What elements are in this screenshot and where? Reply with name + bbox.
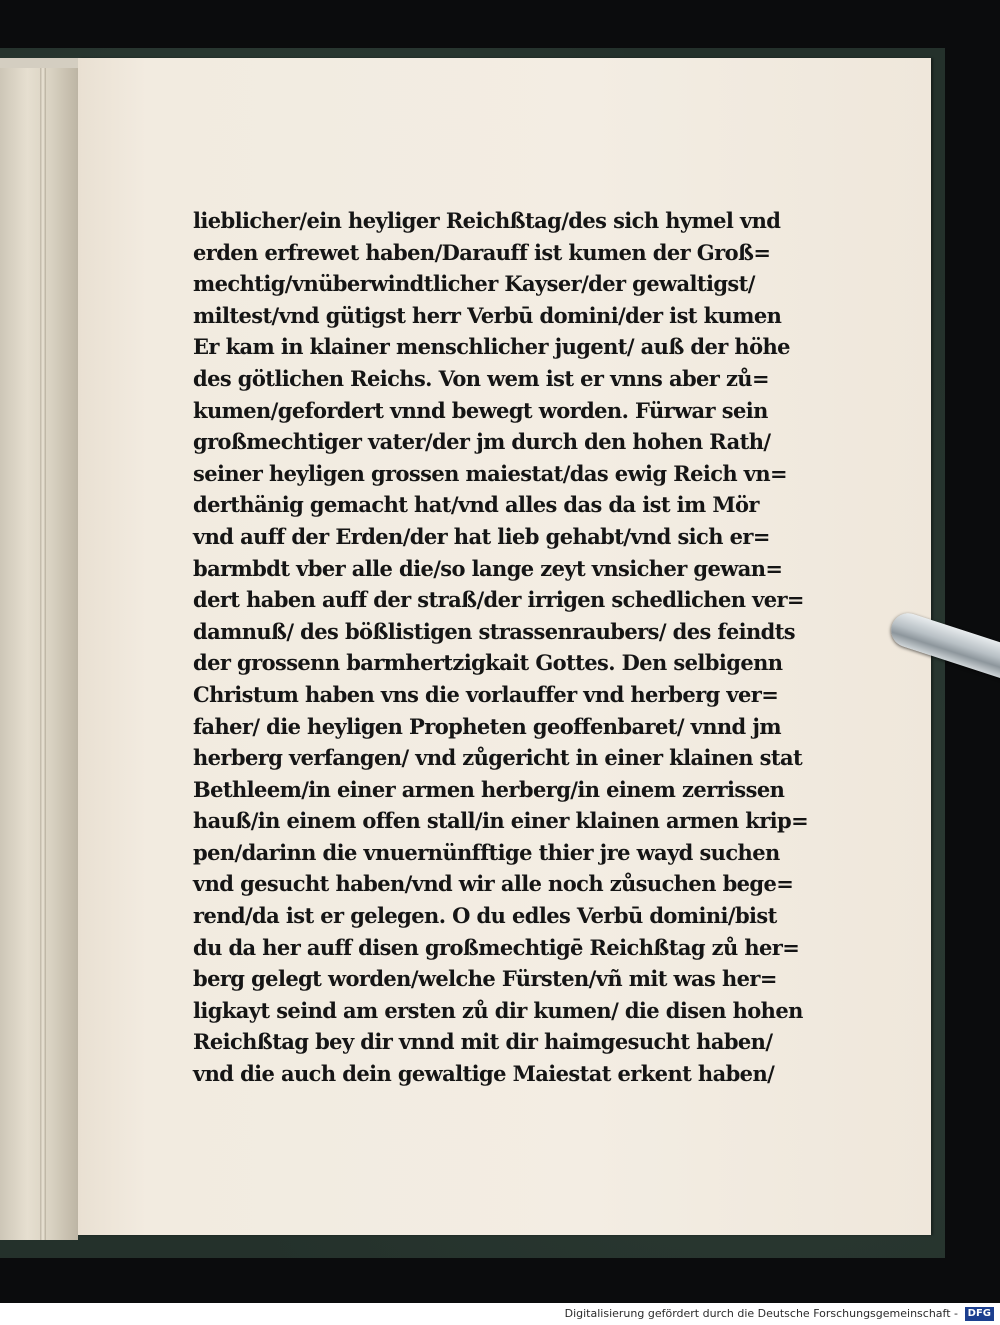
footer-bar: [0, 1303, 1000, 1325]
text-line: faher/ die heyligen Propheten geoffenbaret/ vnnd jm: [193, 713, 781, 739]
dfg-logo[interactable]: DFG: [965, 1307, 994, 1321]
text-line: barmbdt vber alle die/so lange zeyt vnsicher gewan=: [193, 555, 783, 581]
text-line: berg gelegt worden/welche Fürsten/vñ mit was her=: [193, 966, 777, 992]
text-line: mechtig/vnüberwindtlicher Kayser/der gewaltigst/: [193, 271, 755, 297]
text-line: vnd auff der Erden/der hat lieb gehabt/vnd sich er=: [193, 523, 770, 549]
endpaper-top-edge: [0, 58, 82, 68]
text-line: erden erfrewet haben/Darauff ist kumen der Groß=: [193, 239, 771, 265]
text-line: kumen/gefordert vnnd bewegt worden. Fürwar sein: [193, 397, 768, 423]
text-line: Reichßtag bey dir vnnd mit dir haimgesucht haben/: [193, 1029, 773, 1055]
book-page: [78, 58, 931, 1235]
text-line: miltest/vnd gütigst herr Verbū domini/der ist kumen: [193, 302, 782, 328]
text-line: vnd gesucht haben/vnd wir alle noch zůsuchen bege=: [193, 871, 794, 897]
text-line: vnd die auch dein gewaltige Maiestat erkent haben/: [193, 1061, 775, 1087]
text-line: des götlichen Reichs. Von wem ist er vnns aber zů=: [193, 365, 769, 391]
text-line: seiner heyligen grossen maiestat/das ewig Reich vn=: [193, 460, 788, 486]
text-line: Er kam in klainer menschlicher jugent/ auß der höhe: [193, 334, 790, 360]
binding-fold: [40, 60, 46, 1240]
text-line: der grossenn barmhertzigkait Gottes. Den selbigenn: [193, 650, 783, 676]
text-line: du da her auff disen großmechtigē Reichßtag zů her=: [193, 934, 800, 960]
endpaper: [0, 60, 78, 1240]
text-line: Christum haben vns die vorlauffer vnd herberg ver=: [193, 681, 779, 707]
page-text: [193, 205, 833, 1090]
text-line: hauß/in einem offen stall/in einer klainen armen krip=: [193, 808, 809, 834]
text-line: rend/da ist er gelegen. O du edles Verbū domini/bist: [193, 903, 777, 929]
text-line: großmechtiger vater/der jm durch den hohen Rath/: [193, 429, 771, 455]
text-line: pen/darinn die vnuernünfftige thier jre wayd suchen: [193, 839, 780, 865]
text-line: ligkayt seind am ersten zů dir kumen/ die disen hohen: [193, 997, 803, 1023]
text-line: damnuß/ des bößlistigen strassenraubers/ des feindts: [193, 618, 796, 644]
text-line: lieblicher/ein heyliger Reichßtag/des sich hymel vnd: [193, 208, 781, 233]
text-line: derthänig gemacht hat/vnd alles das da ist im Mör: [193, 492, 759, 518]
funding-credit: Digitalisierung gefördert durch die Deutsche Forschungsgemeinschaft -: [564, 1307, 958, 1320]
text-line: herberg verfangen/ vnd zůgericht in einer klainen stat: [193, 745, 803, 771]
text-line: Bethleem/in einer armen herberg/in einem zerrissen: [193, 776, 785, 802]
text-line: dert haben auff der straß/der irrigen schedlichen ver=: [193, 587, 804, 613]
